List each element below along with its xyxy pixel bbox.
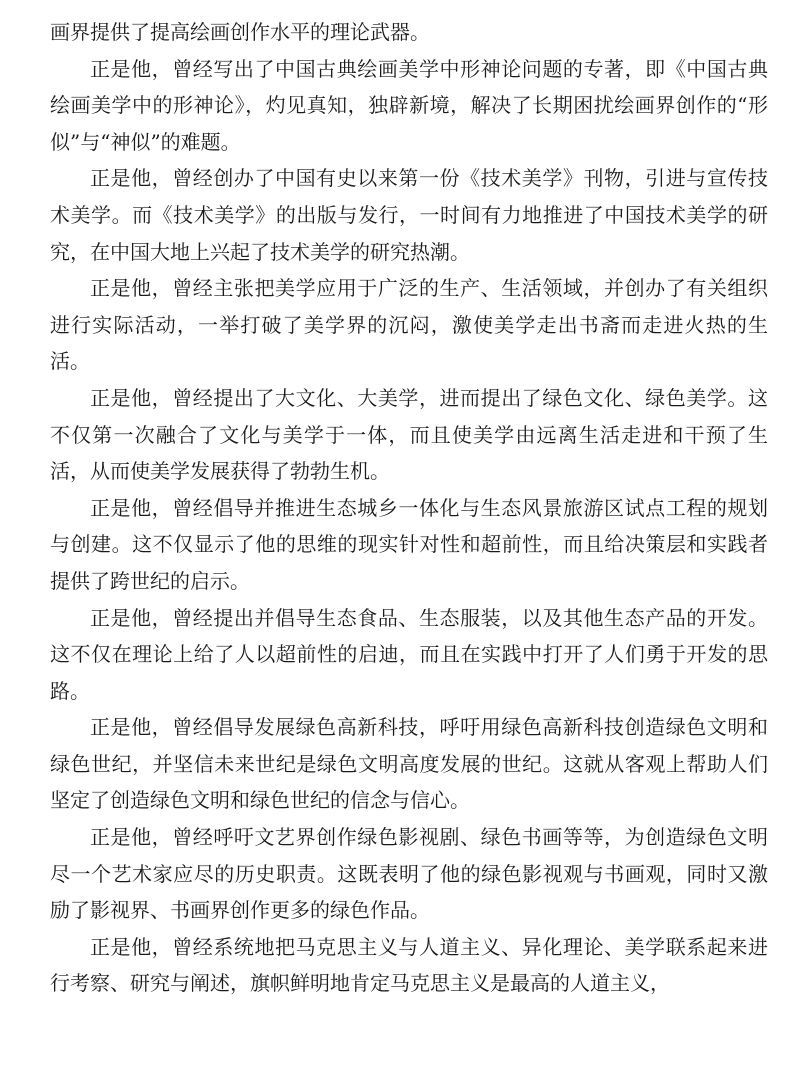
- paragraph: 正是他，曾经系统地把马克思主义与人道主义、异化理论、美学联系起来进行考察、研究与阐述，旗帜鲜明地肯定马克思主义是最高的人道主义，: [50, 934, 768, 996]
- paragraph: 正是他，曾经主张把美学应用于广泛的生产、生活领域，并创办了有关组织进行实际活动，一举打破了美学界的沉闷，激使美学走出书斋而走进火热的生活。: [50, 276, 768, 374]
- paragraph: 正是他，曾经呼吁文艺界创作绿色影视剧、绿色书画等等，为创造绿色文明尽一个艺术家应尽的历史职责。这既表明了他的绿色影视观与书画观，同时又激励了影视界、书画界创作更多的绿色作品。: [50, 825, 768, 923]
- document-page: [50, 14, 768, 1002]
- paragraph: 正是他，曾经提出了大文化、大美学，进而提出了绿色文化、绿色美学。这不仅第一次融合了文化与美学于一体，而且使美学由远离生活走进和干预了生活，从而使美学发展获得了勃勃生机。: [50, 385, 768, 484]
- paragraph: 正是他，曾经倡导发展绿色高新科技，呼吁用绿色高新科技创造绿色文明和绿色世纪，并坚信未来世纪是绿色文明高度发展的世纪。这就从客观上帮助人们坚定了创造绿色文明和绿色世纪的信念与信心。: [50, 715, 768, 813]
- paragraph: 画界提供了提高绘画创作水平的理论武器。: [50, 20, 430, 44]
- paragraph: 正是他，曾经倡导并推进生态城乡一体化与生态风景旅游区试点工程的规划与创建。这不仅显示了他的思维的现实针对性和超前性，而且给决策层和实践者提供了跨世纪的启示。: [50, 495, 768, 593]
- paragraph: 正是他，曾经创办了中国有史以来第一份《技术美学》刊物，引进与宣传技术美学。而《技术美学》的出版与发行，一时间有力地推进了中国技术美学的研究，在中国大地上兴起了技术美学的研究热潮。: [50, 166, 768, 264]
- paragraph: 正是他，曾经写出了中国古典绘画美学中形神论问题的专著，即《中国古典绘画美学中的形神论》，灼见真知，独辟新境，解决了长期困扰绘画界创作的“形似”与“神似”的难题。: [50, 56, 768, 154]
- paragraph: 正是他，曾经提出并倡导生态食品、生态服装，以及其他生态产品的开发。这不仅在理论上给了人以超前性的启迪，而且在实践中打开了人们勇于开发的思路。: [50, 605, 768, 703]
